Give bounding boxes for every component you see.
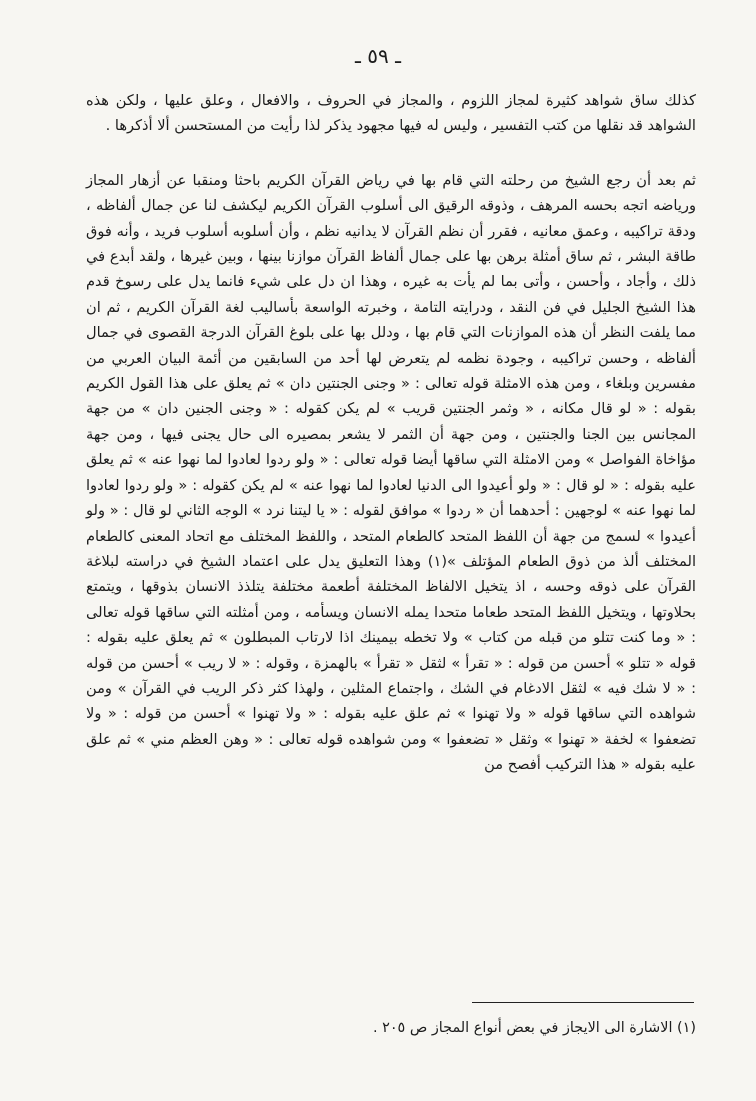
paragraph-1: كذلك ساق شواهد كثيرة لمجاز اللزوم ، والمجاز في الحروف ، والافعال ، وعلق عليها ، ولكن هذه الشواهد قد نقلها من كتب التفسير ، وليس له فيها مجهود يذكر لذا رأيت من المستحسن ألا أذكرها .: [86, 92, 696, 135]
body-text: [86, 88, 696, 778]
footnote-divider: [472, 1002, 694, 1003]
paragraph-2: ثم بعد أن رجع الشيخ من رحلته التي قام بها في رياض القرآن الكريم باحثا ومنقبا عن أزهار المجاز ورياضه اتجه بحسه المرهف ، وذوقه الرقيق الى أسلوب القرآن الكريم ليكشف لنا عن جمال ألفاظه ، ودقة تراكيبه ، وعمق معانيه ، فقرر أن نظم القرآن لا يدانيه نظم ، وأن أسلوبه أسلوب فريد ، وأنه فوق طاقة البشر ، ثم ساق أمثلة برهن بها على جمال ألفاظ القرآن موازنا بينها ، وبين غيرها ، ولقد أبدع في ذلك ، وأجاد ، وأحسن ، وأتى بما لم يأت به غيره ، وهذا ان دل على شيء فانما يدل على رسوخ قدم هذا الشيخ الجليل في فن النقد ، ودرايته التامة ، وخبرته الواسعة بأساليب لغة القرآن الكريم ، ثم ان مما يلفت النظر أن هذه الموازنات التي قام بها ، ودلل بها على بلوغ القرآن الدرجة القصوى في جمال ألفاظه ، وحسن تراكيبه ، وجودة نظمه لم يتعرض لها أحد من السابقين من أئمة البيان العربي من مفسرين وبلغاء ، ومن هذه الامثلة قوله تعالى : « وجنى الجنتين دان » ثم يعلق على هذا القول الكريم بقوله : « لو قال مكانه ، « وثمر الجنتين قريب » لم يكن كقوله : « وجنى الجنين دان » من جهة المجانس بين الجنا والجنتين ، ومن جهة أن الثمر لا يشعر بمصيره الى حال يجنى فيها ، ومن جهة مؤاخاة الفواصل » ومن الامثلة التي ساقها أيضا قوله تعالى : « ولو ردوا لعادوا لما نهوا عنه » ثم يعلق عليه بقوله : « لو قال : « ولو أعيدوا الى الدنيا لعادوا لما نهوا عنه » لم يكن كقوله : « ولو ردوا لعادوا لما نهوا عنه » لوجهين : أحدهما أن « ردوا » موافق لقوله : « يا ليتنا نرد » الوجه الثاني لو قال : « ولو أعيدوا » لسمج من جهة أن اللفظ المتحد كالطعام المتحد ، واللفظ المختلف مع اتحاد المعنى كالطعام المختلف ألذ من ذوق الطعام المؤتلف »(١) وهذا التعليق يدل على اعتماد الشيخ في دراسته لبلاغة القرآن على ذوقه وحسه ، اذ يتخيل الالفاظ المختلفة أطعمة مختلفة يتلذذ الانسان بذوقها ، ويتمتع بحلاوتها ، ويتخيل اللفظ المتحد طعاما متحدا يمله الانسان ويسأمه ، ومن أمثلته التي ساقها قوله تعالى : « وما كنت تتلو من قبله من كتاب » ولا تخطه بيمينك اذا لارتاب المبطلون » ثم يعلق عليه بقوله : قوله « تتلو » أحسن من قوله : « تقرأ » لثقل « تقرأ » بالهمزة ، وقوله : « لا ريب » أحسن من قوله : « لا شك فيه » لثقل الادغام في الشك ، واجتماع المثلين ، ولهذا كثر ذكر الريب في القرآن » ومن شواهده التي ساقها قوله « ولا تهنوا » ثم علق عليه بقوله : « ولا تهنوا » أحسن من قوله : « ولا تضعفوا » لخفة « تهنوا » وثقل « تضعفوا » ومن شواهده قوله تعالى : « وهن العظم مني » ثم علق عليه بقوله « هذا التركيب أفصح من: [86, 171, 696, 774]
page-number: ـ ٥٩ ـ: [355, 44, 401, 68]
footnote: (١) الاشارة الى الايجاز في بعض أنواع المجاز ص ٢٠٥ .: [372, 1020, 696, 1036]
